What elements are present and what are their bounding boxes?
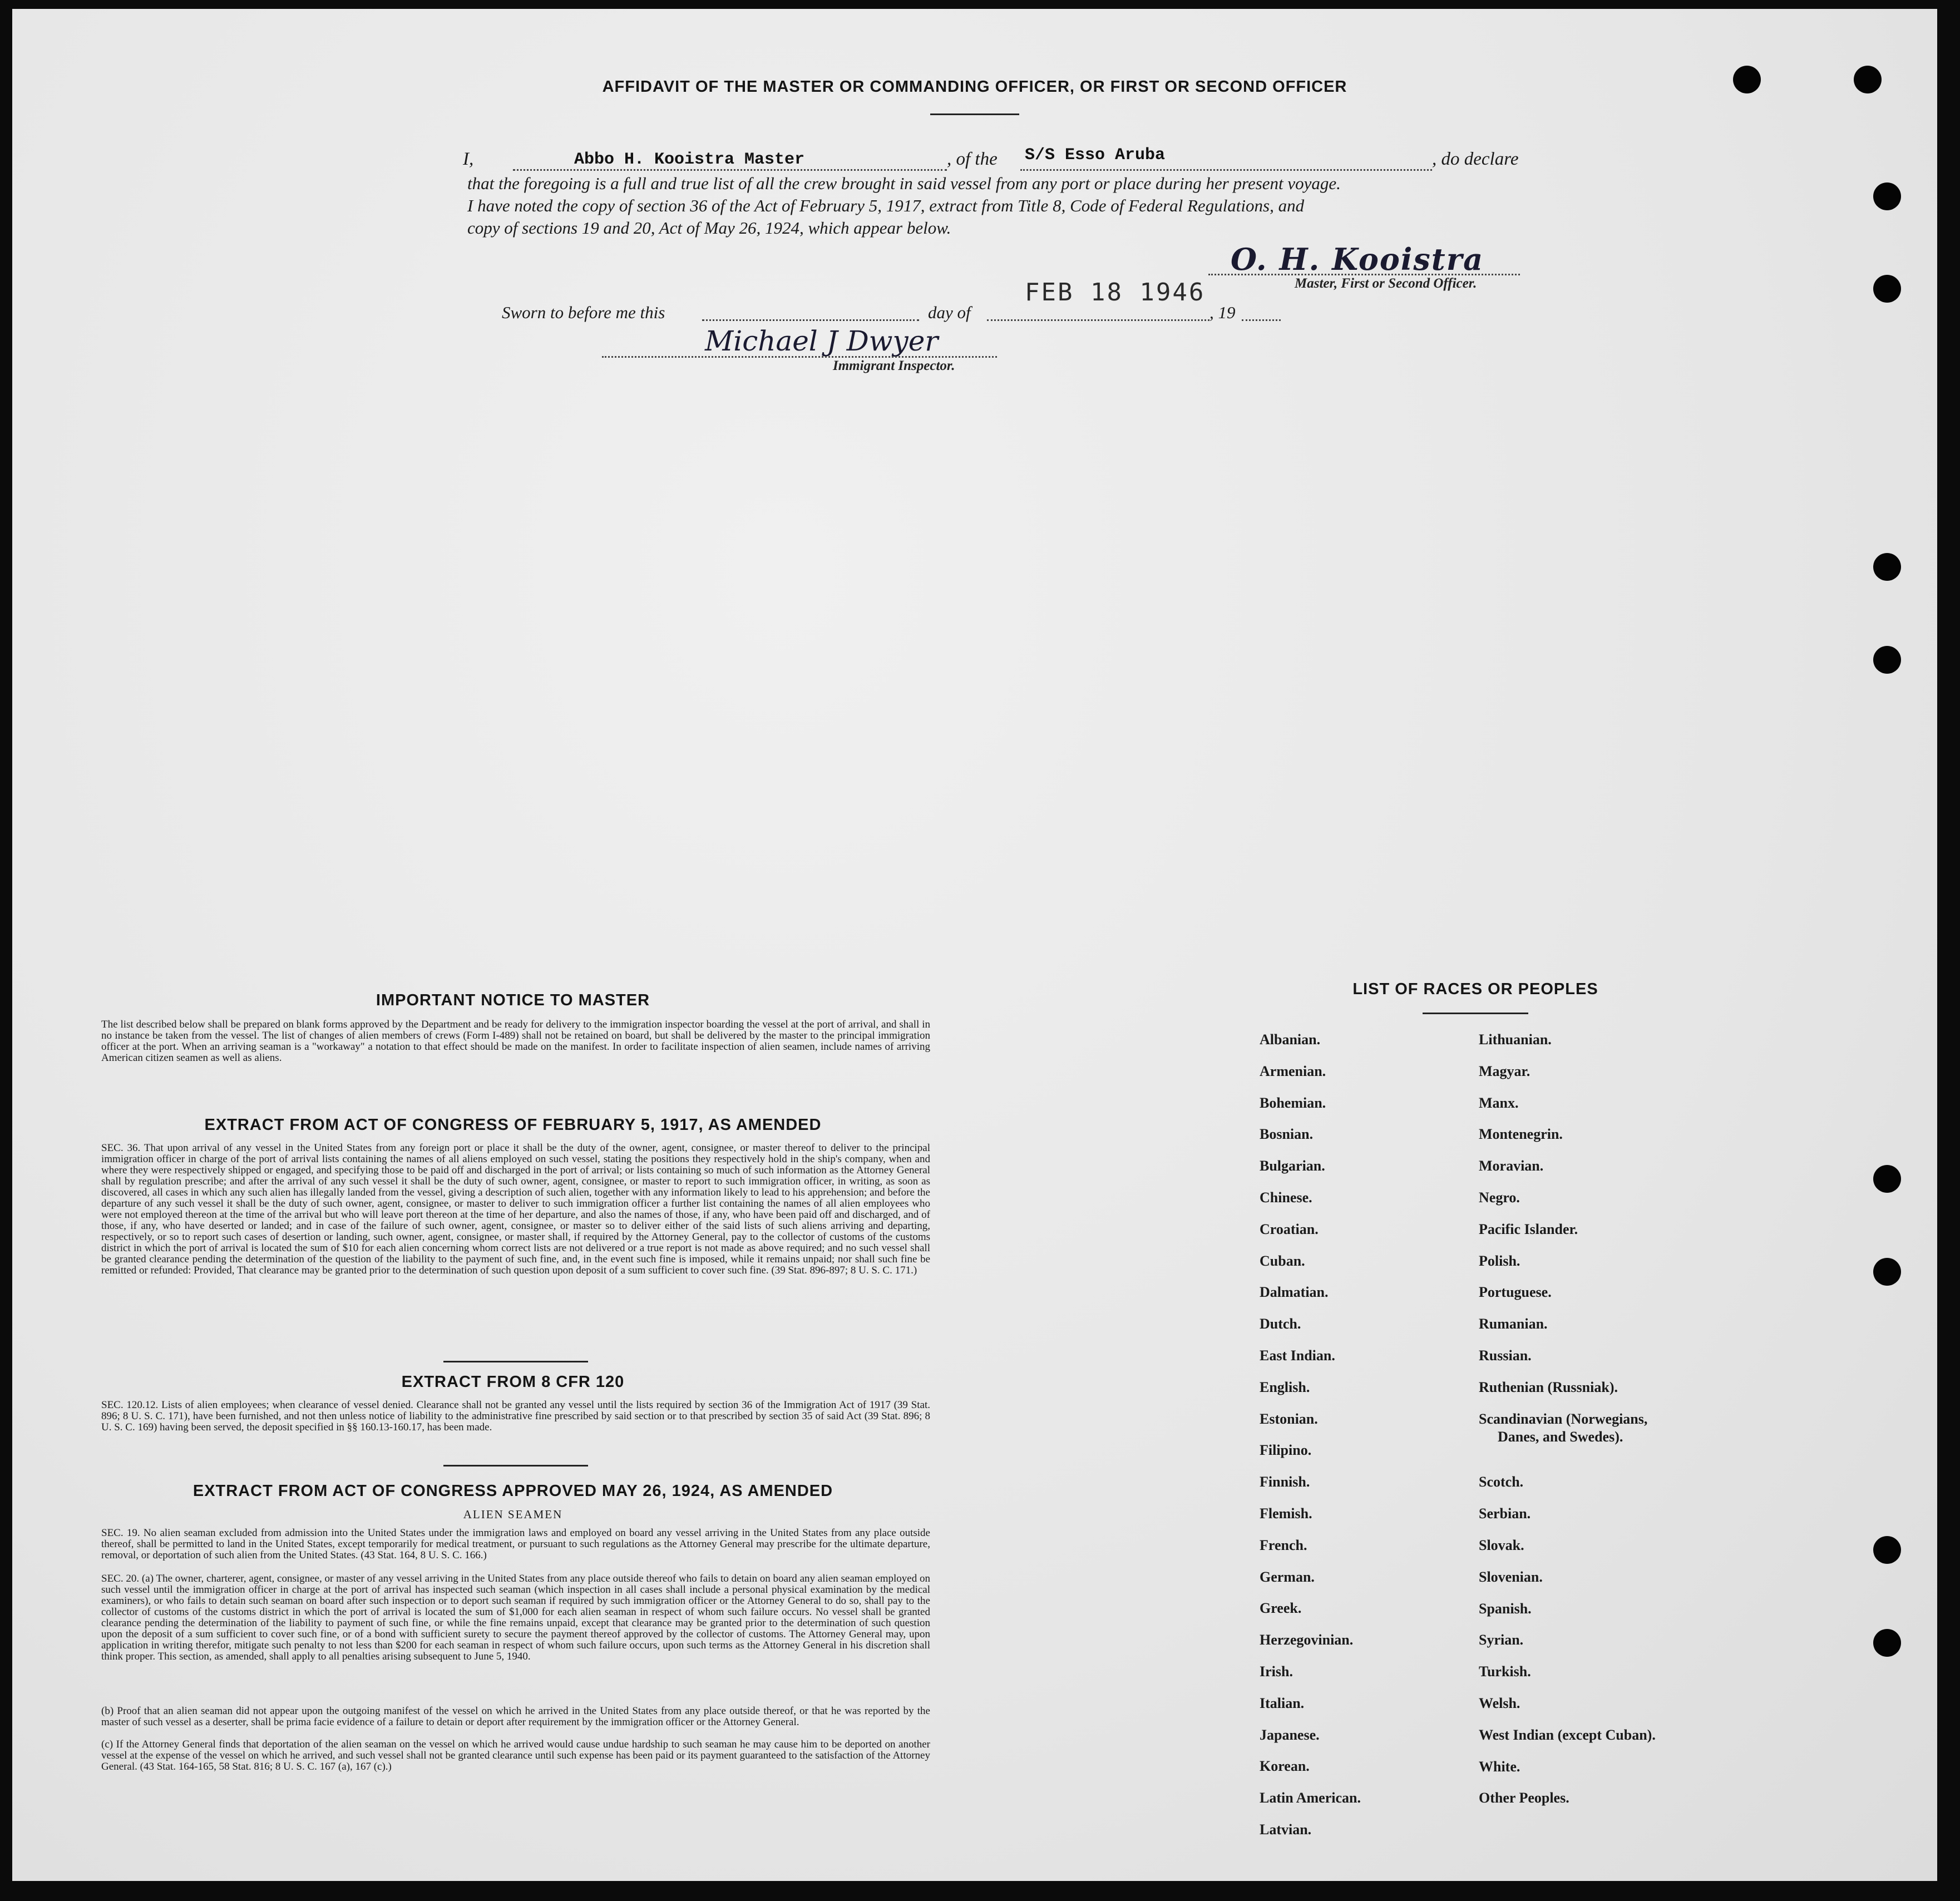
races-title: LIST OF RACES OR PEOPLES (1352, 980, 1598, 998)
race-item: Finnish. (1260, 1474, 1310, 1490)
race-item: Croatian. (1260, 1221, 1319, 1237)
race-item: Albanian. (1260, 1031, 1321, 1048)
races-title-rule (1423, 1013, 1528, 1014)
inspector-signature: Michael J Dwyer (705, 325, 939, 357)
race-item: West Indian (except Cuban). (1479, 1727, 1656, 1743)
extract-1924-title: EXTRACT FROM ACT OF CONGRESS APPROVED MAY 26, 1924, AS AMENDED (192, 1482, 833, 1500)
race-item: Other Peoples. (1479, 1790, 1569, 1806)
date-stamp: FEB 18 1946 (1025, 278, 1206, 307)
race-item: Pacific Islander. (1479, 1221, 1578, 1237)
race-item: Rumanian. (1479, 1316, 1548, 1332)
nineteen-label: , 19 (1209, 303, 1236, 322)
race-item: Greek. (1260, 1600, 1302, 1616)
race-item: Armenian. (1260, 1063, 1326, 1079)
race-item: Scandinavian (Norwegians, (1479, 1411, 1648, 1427)
binder-hole (1873, 1536, 1901, 1564)
affidavit-i-label: I, (463, 149, 474, 169)
race-item: Bulgarian. (1260, 1158, 1325, 1174)
race-item: Irish. (1260, 1663, 1293, 1680)
race-item: French. (1260, 1537, 1307, 1553)
race-item: Slovak. (1479, 1537, 1524, 1553)
binder-hole (1873, 1629, 1901, 1657)
binder-hole (1873, 275, 1901, 303)
binder-hole (1873, 182, 1901, 210)
race-item: Dalmatian. (1260, 1284, 1329, 1300)
race-item: Negro. (1479, 1189, 1520, 1206)
affidavit-line-2: that the foregoing is a full and true list of all the crew brought in said vessel from any port or place during her present voyage. (467, 174, 1341, 193)
race-item: Herzegovinian. (1260, 1632, 1354, 1648)
race-item: Moravian. (1479, 1158, 1544, 1174)
sec-20a-text: SEC. 20. (a) The owner, charterer, agent, consignee, or master of any vessel arriving in the United States from any place outside thereof who fails to detain on board any alien seaman employed on such vessel until the immigration officer in charge at the port of arrival has inspected such seaman (which inspection in all cases shall include a personal physical examination by the medical examiners), or who fails to detain such seaman on board after such inspection or to deport such seaman if required by such immigration officer or the Attorney General to do so, shall pay to the collector of customs of the customs district in which the port of arrival is located the sum of $1,000 for each alien seaman in respect of whom such failure occurs. No vessel shall be granted clearance pending the determination of the liability to payment of such fine, or while the fine remains unpaid, except that clearance may be granted prior to the determination of such question upon the deposit of a sum sufficient to cover such fine, or of a bond with sufficient surety to secure the payment thereof approved by the collector of customs. The Attorney General may, upon application in writing therefor, mitigate such penalty to not less than $200 for each seaman in respect of whom such failure occurs, upon such terms as the Attorney General in his discretion shall think proper. This section, as amended, shall apply to all penalties arising subsequent to June 5, 1940. (101, 1573, 930, 1662)
race-item: Japanese. (1260, 1727, 1320, 1743)
sec-20c-text: (c) If the Attorney General finds that deportation of the alien seaman on the vessel on which he arrived would cause undue hardship to such seaman he may cause him to be deported on another vessel at the expense of the vessel on which he arrived, and such vessel shall not be granted clearance until such expense has been paid or its payment guaranteed to the satisfaction of the Attorney General. (43 Stat. 164-165, 58 Stat. 816; 8 U. S. C. 167 (a), 167 (c).) (101, 1739, 930, 1772)
race-item: Italian. (1260, 1695, 1305, 1711)
sec-19-text: SEC. 19. No alien seaman excluded from admission into the United States under the immigration laws and employed on board any vessel arriving in the United States from any place outside thereof, shall be permitted to land in the United States, except temporarily for medical treatment, or pursuant to such regulations as the Attorney General may prescribe for the ultimate departure, removal, or deportation of such alien from the United States. (43 Stat. 164, 8 U. S. C. 166.) (101, 1527, 930, 1561)
extract-cfr-title: EXTRACT FROM 8 CFR 120 (401, 1373, 625, 1391)
race-item: Magyar. (1479, 1063, 1531, 1079)
affidavit-line-3: I have noted the copy of section 36 of the Act of February 5, 1917, extract from Title 8, Code of Federal Regulations, and (467, 196, 1305, 215)
race-item: Cuban. (1260, 1253, 1305, 1269)
sworn-month-blank (987, 319, 1209, 321)
sworn-day-blank (702, 319, 919, 321)
race-item: Turkish. (1479, 1663, 1531, 1680)
race-item: Estonian. (1260, 1411, 1318, 1427)
race-item: Syrian. (1479, 1632, 1524, 1648)
race-item: English. (1260, 1379, 1310, 1395)
race-item: German. (1260, 1569, 1315, 1585)
affidavit-title-rule (930, 113, 1019, 115)
notice-text: The list described below shall be prepared on blank forms approved by the Department and be ready for delivery to the immigration inspector boarding the vessel at the port of arrival, and shall in no instance be taken from the vessel. The list of changes of alien members of crews (Form I-489) shall not be retained on board, but shall be delivered by the master to the principal immigration officer at the port. When an arriving seaman is a "workaway" a notation to that effect should be made on the manifest. In order to facilitate inspection of alien seamen, include names of arriving American citizen seamen as well as aliens. (101, 1019, 930, 1064)
race-item: Portuguese. (1479, 1284, 1552, 1300)
extract-cfr-text: SEC. 120.12. Lists of alien employees; when clearance of vessel denied. Clearance shall not be granted any vessel until the lists required by section 36 of the Immigration Act of 1917 (39 Stat. 896; 8 U. S. C. 171), have been furnished, and not then unless notice of liability to the administrative fine prescribed by said section or to that prescribed by section 35 of said Act (39 Stat. 896; 8 U. S. C. 169) having been served, the deposit specified in §§ 160.13-160.17, has been made. (101, 1399, 930, 1433)
affidavit-title: AFFIDAVIT OF THE MASTER OR COMMANDING OFFICER, OR FIRST OR SECOND OFFICER (602, 78, 1347, 96)
race-item: Korean. (1260, 1758, 1310, 1774)
extract-cfr-rule (443, 1465, 588, 1467)
race-item: Latin American. (1260, 1790, 1361, 1806)
race-item: Chinese. (1260, 1189, 1312, 1206)
vessel-blank (1020, 169, 1432, 171)
binder-hole (1873, 553, 1901, 581)
master-name: Abbo H. Kooistra Master (574, 150, 805, 169)
binder-hole (1873, 646, 1901, 674)
sworn-label: Sworn to before me this (502, 303, 665, 322)
inspector-signature-line (602, 356, 997, 358)
do-declare-label: , do declare (1432, 149, 1519, 169)
master-signature: O. H. Kooistra (1231, 241, 1484, 277)
name-blank (513, 169, 947, 171)
race-item: Welsh. (1479, 1695, 1520, 1711)
master-label: Master, First or Second Officer. (1295, 276, 1477, 291)
race-item: Polish. (1479, 1253, 1520, 1269)
race-item: Spanish. (1479, 1601, 1532, 1617)
race-item: Latvian. (1260, 1821, 1312, 1838)
race-item: Russian. (1479, 1347, 1532, 1364)
of-the-label: , of the (947, 149, 998, 169)
extract-1917-title: EXTRACT FROM ACT OF CONGRESS OF FEBRUARY 5, 1917, AS AMENDED (204, 1116, 822, 1134)
notice-title: IMPORTANT NOTICE TO MASTER (376, 991, 650, 1009)
day-of-label: day of (928, 303, 971, 322)
master-signature-line (1208, 274, 1520, 275)
race-item: White. (1479, 1759, 1520, 1775)
binder-hole (1873, 1258, 1901, 1286)
sec-20b-text: (b) Proof that an alien seaman did not appear upon the outgoing manifest of the vessel on which he arrived in the United States from any place outside thereof, or that he was reported by the master of such vessel as a deserter, shall be prima facie evidence of a failure to detain or deport after requirement by the immigration officer or the Attorney General. (101, 1705, 930, 1728)
race-item: Filipino. (1260, 1442, 1312, 1458)
race-item: Lithuanian. (1479, 1031, 1552, 1048)
race-item: Manx. (1479, 1095, 1519, 1111)
vessel-name: S/S Esso Aruba (1025, 146, 1166, 165)
extract-1924-subtitle: ALIEN SEAMEN (463, 1508, 563, 1521)
race-item: East Indian. (1260, 1347, 1335, 1364)
race-item: Danes, and Swedes). (1498, 1429, 1623, 1445)
race-item: Bohemian. (1260, 1095, 1326, 1111)
document-page (12, 9, 1937, 1881)
sworn-year-blank (1242, 319, 1281, 321)
race-item: Serbian. (1479, 1505, 1531, 1522)
race-item: Scotch. (1479, 1474, 1524, 1490)
binder-hole (1873, 1165, 1901, 1193)
affidavit-line-4: copy of sections 19 and 20, Act of May 26, 1924, which appear below. (467, 218, 951, 238)
race-item: Bosnian. (1260, 1126, 1314, 1142)
extract-1917-rule (443, 1361, 588, 1362)
inspector-label: Immigrant Inspector. (833, 358, 955, 373)
race-item: Montenegrin. (1479, 1126, 1563, 1142)
race-item: Ruthenian (Russniak). (1479, 1379, 1618, 1395)
extract-1917-text: SEC. 36. That upon arrival of any vessel in the United States from any foreign port or place it shall be the duty of the owner, agent, consignee, or master thereof to deliver to the principal immigration officer in charge of the port of arrival lists containing the names of all aliens employed on such vessel, stating the positions they respectively hold in the ship's company, when and where they were respectively shipped or engaged, and specifying those to be paid off and discharged in the port of arrival; or lists containing so much of such information as the Attorney General shall by regulation prescribe; and after the arrival of any such vessel it shall be the duty of such owner, agent, consignee, or master to report to such immigration officer, in writing, as soon as discovered, all cases in which any such alien has illegally landed from the vessel, giving a description of such alien, together with any information likely to lead to his apprehension; and before the departure of any such vessel it shall be the duty of such owner, agent, consignee, or master to deliver to such immigration officer a further list containing the names of all alien employees who were not employed thereon at the time of the arrival but who will leave port thereon at the time of her departure, and also the names of those, if any, who have been paid off and discharged, and of those, if any, who have deserted or landed; and in case of the failure of such owner, agent, consignee, or master so to deliver either of the said lists of such aliens arriving and departing, respectively, or so to report such cases of desertion or landing, such owner, agent, consignee, or master shall, if required by the Attorney General, pay to the collector of customs of the customs district in which the port of arrival is located the sum of $10 for each alien concerning whom correct lists are not delivered or a true report is not made as above required; and no such vessel shall be granted clearance pending the determination of the question of the liability to the payment of such fine, and, in the event such fine is imposed, while it remains unpaid; nor shall such fine be remitted or refunded: Provided, That clearance may be granted prior to the determination of such question upon deposit of a sum sufficient to cover such fine. (39 Stat. 896-897; 8 U. S. C. 171.) (101, 1142, 930, 1276)
race-item: Slovenian. (1479, 1569, 1543, 1585)
race-item: Dutch. (1260, 1316, 1301, 1332)
race-item: Flemish. (1260, 1505, 1312, 1522)
